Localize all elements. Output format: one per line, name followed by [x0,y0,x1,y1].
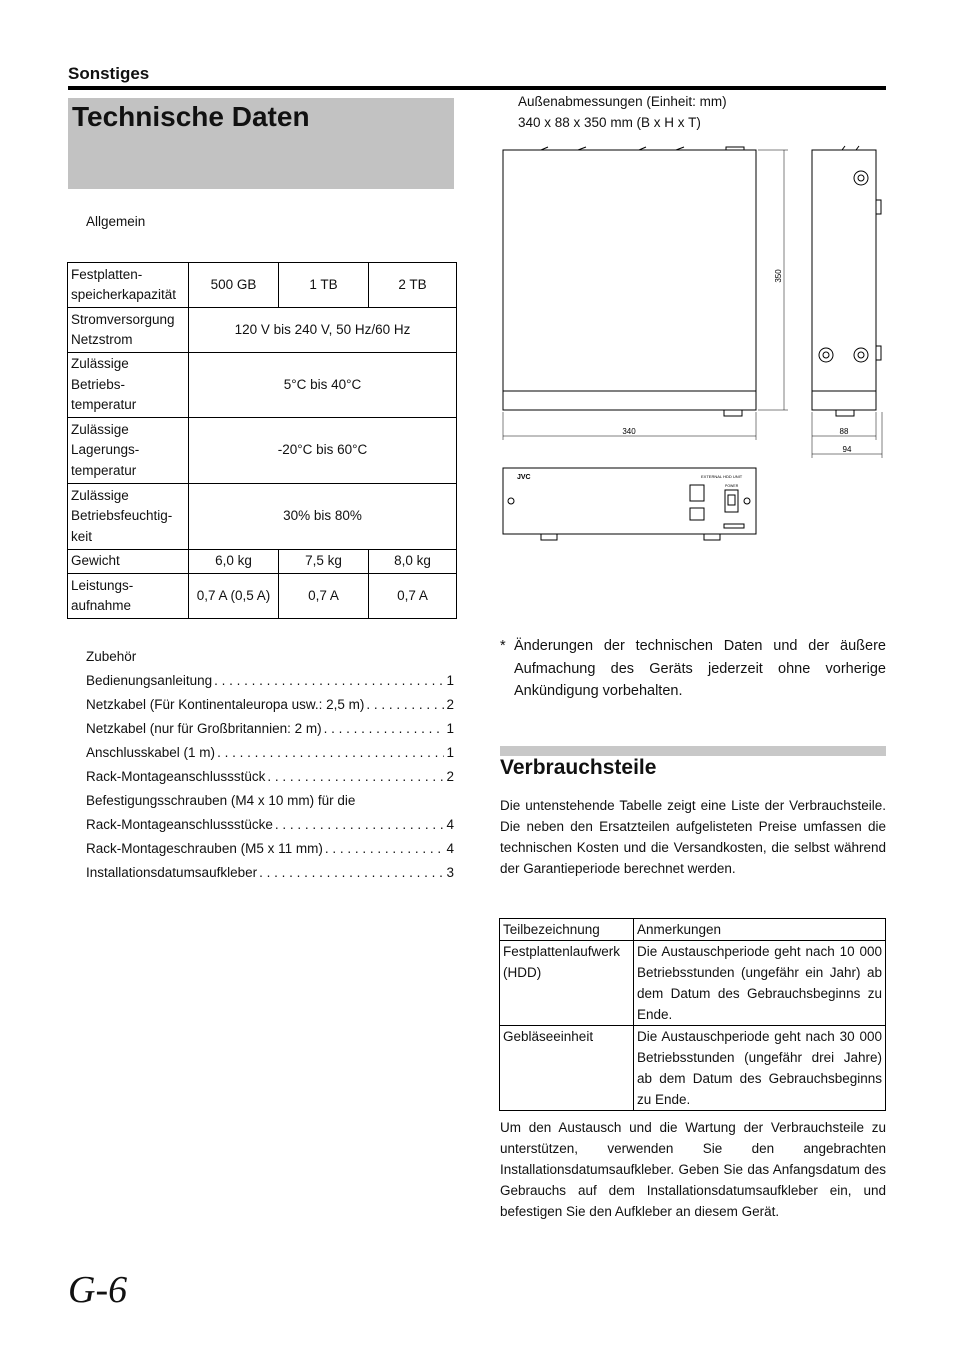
dimensions-heading: Außenabmessungen (Einheit: mm) [518,94,727,109]
dim-height-label: 88 [839,427,849,436]
spec-value: 0,7 A (0,5 A) [189,574,279,619]
table-row [68,308,457,353]
part-note: Die Austauschperiode geht nach 30 000 Betriebsstunden (ungefähr drei Jahre) ab dem Datum des Gebrauchsbeginns zu Ende. [634,1026,886,1111]
table-row [68,353,457,418]
list-item: Bedienungsanleitung . . . 1 [86,669,454,693]
top-view-front-panel [503,391,756,410]
column-header: Teilbezeichnung [500,919,634,941]
column-header: Anmerkungen [634,919,886,941]
list-item: Rack-Montageanschlussstück . . . 2 [86,765,454,789]
spec-value: 6,0 kg [189,550,279,574]
dimension-drawing [496,140,892,546]
list-item: Rack-Montageschrauben (M5 x 11 mm) . . . 4 [86,837,454,861]
spec-label: Festplatten- speicherkapazität [68,263,189,308]
part-name: Festplattenlaufwerk (HDD) [500,941,634,1026]
spec-value: 5°C bis 40°C [189,353,457,418]
list-item: Netzkabel (Für Kontinentaleuropa usw.: 2,5 m) . . . 2 [86,693,454,717]
part-name: Gebläseeinheit [500,1026,634,1111]
spec-value: 7,5 kg [279,550,369,574]
consumables-table [499,918,886,1111]
list-item: Befestigungsschrauben (M4 x 10 mm) für die [86,793,356,808]
spec-value: -20°C bis 60°C [189,418,457,484]
title-box [68,98,454,189]
spec-label: Zulässige Betriebsfeuchtig- keit [68,484,189,550]
front-power-label: POWER [725,484,739,488]
note-star: * [500,638,506,654]
section-label: Sonstiges [68,64,150,83]
general-heading: Allgemein [86,214,146,229]
page-title: Technische Daten [72,101,310,132]
table-row [68,550,457,574]
spec-value: 1 TB [279,263,369,308]
accessories-list [86,645,454,885]
list-item: Netzkabel (nur für Großbritannien: 2 m) . . . 1 [86,717,454,741]
general-spec-table [67,262,457,619]
table-row [68,484,457,550]
spec-value: 500 GB [189,263,279,308]
part-note: Die Austauschperiode geht nach 10 000 Betriebsstunden (ungefähr ein Jahr) ab dem Datum des Gebrauchsbeginns zu Ende. [634,941,886,1026]
consumables-heading: Verbrauchsteile [500,756,657,779]
side-view-outline [812,150,876,391]
dim-height-total-label: 94 [842,445,852,454]
spec-value: 120 V bis 240 V, 50 Hz/60 Hz [189,308,457,353]
list-item: Installationsdatumsaufkleber . . . 3 [86,861,454,885]
spec-value: 0,7 A [279,574,369,619]
header-rule [68,86,886,90]
front-model-label: EXTERNAL HDD UNIT [701,474,743,479]
list-item: Rack-Montageanschlussstücke . . . 4 [86,813,454,837]
spec-value: 2 TB [369,263,457,308]
change-note [500,635,886,703]
dim-depth-label: 350 [774,269,783,283]
list-item: Anschlusskabel (1 m) . . . 1 [86,741,454,765]
spec-value: 0,7 A [369,574,457,619]
front-brand-logo: JVC [517,474,531,481]
spec-label: Zulässige Betriebs- temperatur [68,353,189,418]
section-bar [500,746,886,756]
spec-label: Gewicht [68,550,189,574]
table-header-row [500,919,886,941]
spec-label: Zulässige Lagerungs- temperatur [68,418,189,484]
spec-value: 30% bis 80% [189,484,457,550]
consumables-outro: Um den Austausch und die Wartung der Verbrauchsteile zu unterstützen, verwenden Sie den angebrachten Installationsdatumsaufkleber. Geben Sie das Anfangsdatum des Gebrauchs auf dem Installationsdatumsaufkleber ein, und befestigen Sie den Aufkleber an diesem Gerät. [500,1120,886,1219]
top-view-outline [503,150,756,391]
consumables-intro: Die untenstehende Tabelle zeigt eine Liste der Verbrauchsteile. Die neben den Ersatzteilen aufgelisteten Preise umfassen die technischen Kosten und die Versandkosten, die selbst während der Garantieperiode berechnet werden. [500,798,886,876]
table-row [500,1026,886,1111]
spec-label: Leistungs- aufnahme [68,574,189,619]
dimensions-value: 340 x 88 x 350 mm (B x H x T) [518,115,701,130]
table-row [68,418,457,484]
page-number: G-6 [68,1269,128,1311]
table-row [68,574,457,619]
spec-value: 8,0 kg [369,550,457,574]
table-row [68,263,457,308]
spec-label: Stromversorgung Netzstrom [68,308,189,353]
note-text: Änderungen der technischen Daten und der äußere Aufmachung des Geräts jederzeit ohne vorherige Ankündigung vorbehalten. [514,638,886,699]
dim-width-label: 340 [622,427,636,436]
accessories-heading: Zubehör [86,649,137,664]
table-row [500,941,886,1026]
